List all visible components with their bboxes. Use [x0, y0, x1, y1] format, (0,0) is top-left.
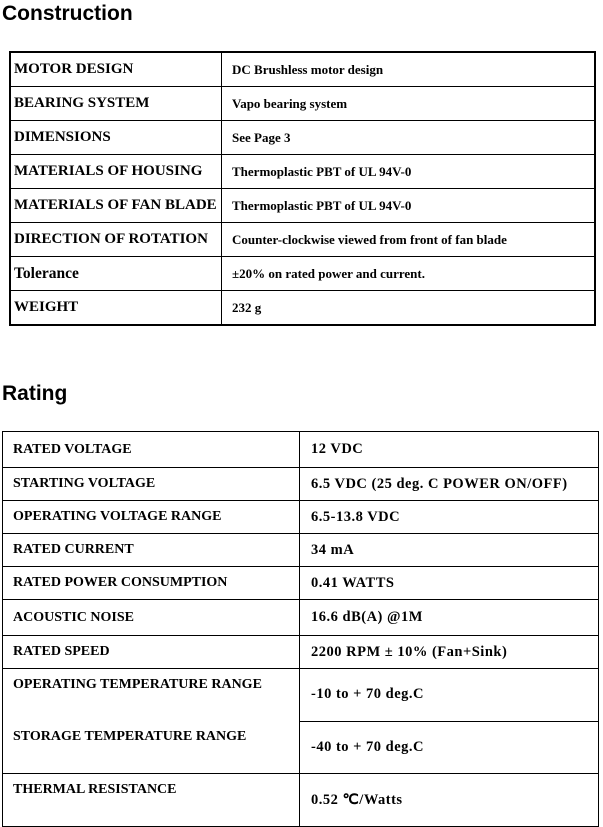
construction-heading: Construction [2, 2, 133, 25]
table-row [10, 155, 595, 189]
rating-value: 0.52 ℃/Watts [300, 774, 599, 827]
table-row [10, 291, 595, 326]
table-row [3, 501, 599, 534]
rating-value: 16.6 dB(A) @1M [300, 600, 599, 636]
rating-label: OPERATING VOLTAGE RANGE [3, 501, 300, 534]
spec-label: WEIGHT [10, 291, 222, 326]
spec-value: ±20% on rated power and current. [222, 257, 596, 291]
rating-value: 6.5-13.8 VDC [300, 501, 599, 534]
table-row [3, 432, 599, 468]
rating-heading: Rating [2, 382, 68, 405]
rating-label: OPERATING TEMPERATURE RANGE [3, 669, 300, 722]
table-row [10, 52, 595, 87]
rating-value: 0.41 WATTS [300, 567, 599, 600]
spec-value: Thermoplastic PBT of UL 94V-0 [222, 189, 596, 223]
table-row [10, 223, 595, 257]
table-row [3, 774, 599, 827]
spec-label: Tolerance [10, 257, 222, 291]
table-row [10, 257, 595, 291]
rating-table [2, 431, 599, 827]
rating-label: RATED SPEED [3, 636, 300, 669]
table-row [3, 468, 599, 501]
spec-value: Counter-clockwise viewed from front of fan blade [222, 223, 596, 257]
rating-label: ACOUSTIC NOISE [3, 600, 300, 636]
spec-value: Thermoplastic PBT of UL 94V-0 [222, 155, 596, 189]
spec-label: DIRECTION OF ROTATION [10, 223, 222, 257]
table-row [3, 636, 599, 669]
spec-label: BEARING SYSTEM [10, 87, 222, 121]
table-row [3, 600, 599, 636]
spec-label: MATERIALS OF HOUSING [10, 155, 222, 189]
spec-label: DIMENSIONS [10, 121, 222, 155]
table-row [10, 121, 595, 155]
rating-label: RATED VOLTAGE [3, 432, 300, 468]
rating-value: -40 to + 70 deg.C [300, 721, 599, 774]
construction-table [9, 51, 596, 326]
spec-value: DC Brushless motor design [222, 52, 596, 87]
spec-value: 232 g [222, 291, 596, 326]
table-row [3, 669, 599, 722]
rating-label: THERMAL RESISTANCE [3, 774, 300, 827]
rating-label: RATED POWER CONSUMPTION [3, 567, 300, 600]
rating-label: RATED CURRENT [3, 534, 300, 567]
spec-value: Vapo bearing system [222, 87, 596, 121]
table-row [3, 534, 599, 567]
rating-value: 2200 RPM ± 10% (Fan+Sink) [300, 636, 599, 669]
table-row [3, 721, 599, 774]
rating-label: STARTING VOLTAGE [3, 468, 300, 501]
spec-value: See Page 3 [222, 121, 596, 155]
rating-value: -10 to + 70 deg.C [300, 669, 599, 722]
table-row [3, 567, 599, 600]
rating-value: 6.5 VDC (25 deg. C POWER ON/OFF) [300, 468, 599, 501]
table-row [10, 189, 595, 223]
rating-label: STORAGE TEMPERATURE RANGE [3, 721, 300, 774]
spec-label: MATERIALS OF FAN BLADE [10, 189, 222, 223]
spec-label: MOTOR DESIGN [10, 52, 222, 87]
table-row [10, 87, 595, 121]
rating-value: 34 mA [300, 534, 599, 567]
rating-value: 12 VDC [300, 432, 599, 468]
